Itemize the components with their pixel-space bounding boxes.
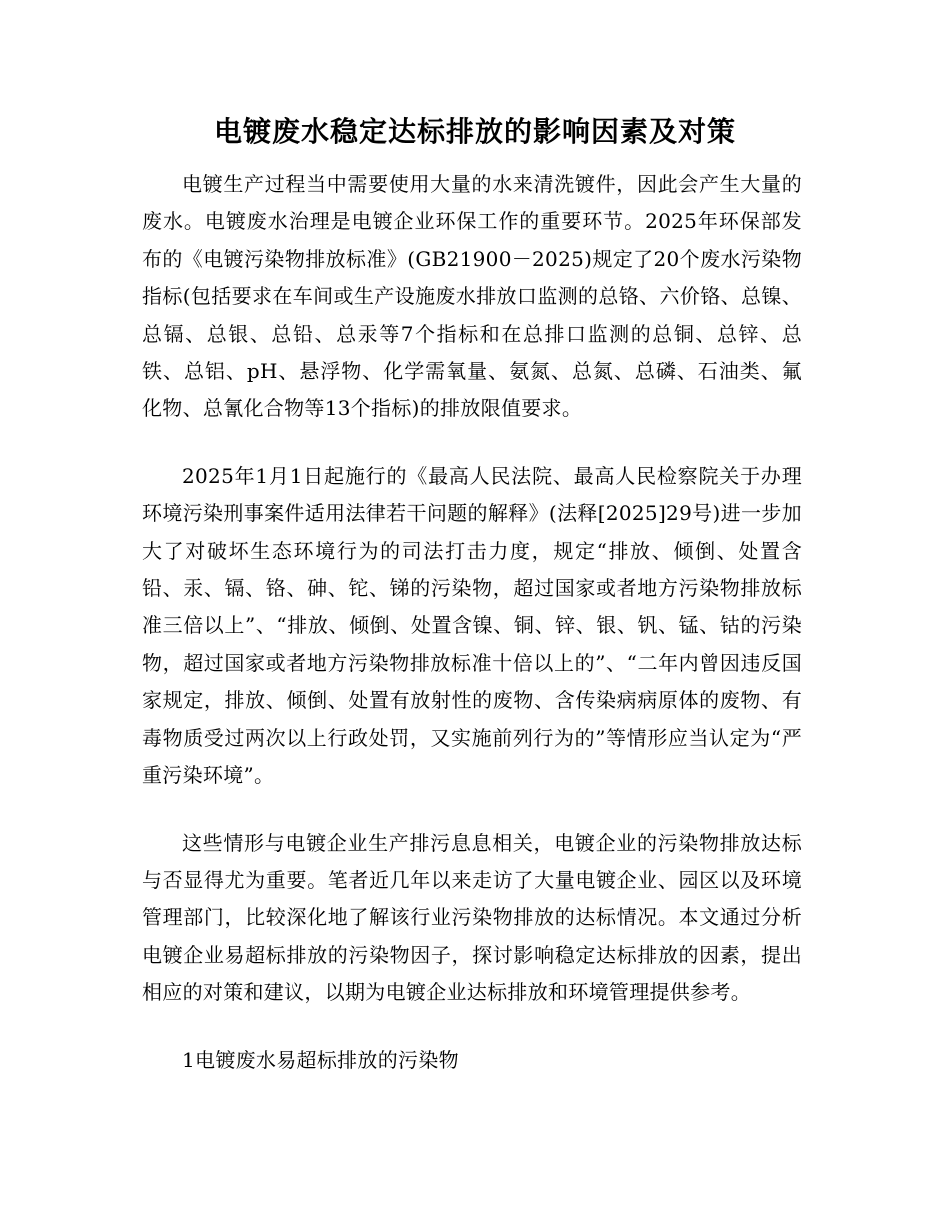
document-title: 电镀废水稳定达标排放的影响因素及对策: [213, 115, 736, 148]
section-heading: 1电镀废水易超标排放的污染物: [182, 1047, 459, 1072]
paragraph-purpose: 这些情形与电镀企业生产排污息息相关，电镀企业的污染物排放达标与否显得尤为重要。笔者近几年以来走访了大量电镀企业、园区以及环境管理部门，比较深化地了解该行业污染物排放的达标情况。本文通过分析电镀企业易超标排放的污染物因子，探讨影响稳定达标排放的因素，提出相应的对策和建议，以期为电镀企业达标排放和环境管理提供参考。: [142, 830, 802, 1005]
document-body: [142, 166, 802, 1079]
paragraph-judicial-interpretation: 2025年1月1日起施行的《最高人民法院、最高人民检察院关于办理环境污染刑事案件适用法律若干问题的解释》(法释[2025]29号)进一步加大了对破坏生态环境行为的司法打击力度，规定“排放、倾倒、处置含铅、汞、镉、铬、砷、铊、锑的污染物，超过国家或者地方污染物排放标准三倍以上”、“排放、倾倒、处置含镍、铜、锌、银、钒、锰、钴的污染物，超过国家或者地方污染物排放标准十倍以上的”、“二年内曾因违反国家规定，排放、倾倒、处置有放射性的废物、含传染病病原体的废物、有毒物质受过两次以上行政处罚，又实施前列行为的”等情形应当认定为“严重污染环境”。: [142, 463, 802, 788]
paragraph-intro: 电镀生产过程当中需要使用大量的水来清洗镀件，因此会产生大量的废水。电镀废水治理是电镀企业环保工作的重要环节。2025年环保部发布的《电镀污染物排放标准》(GB21900－2025)规定了20个废水污染物指标(包括要求在车间或生产设施废水排放口监测的总铬、六价铬、总镍、总镉、总银、总铅、总汞等7个指标和在总排口监测的总铜、总锌、总铁、总铝、pH、悬浮物、化学需氧量、氨氮、总氮、总磷、石油类、氟化物、总氰化合物等13个指标)的排放限值要求。: [142, 172, 802, 421]
